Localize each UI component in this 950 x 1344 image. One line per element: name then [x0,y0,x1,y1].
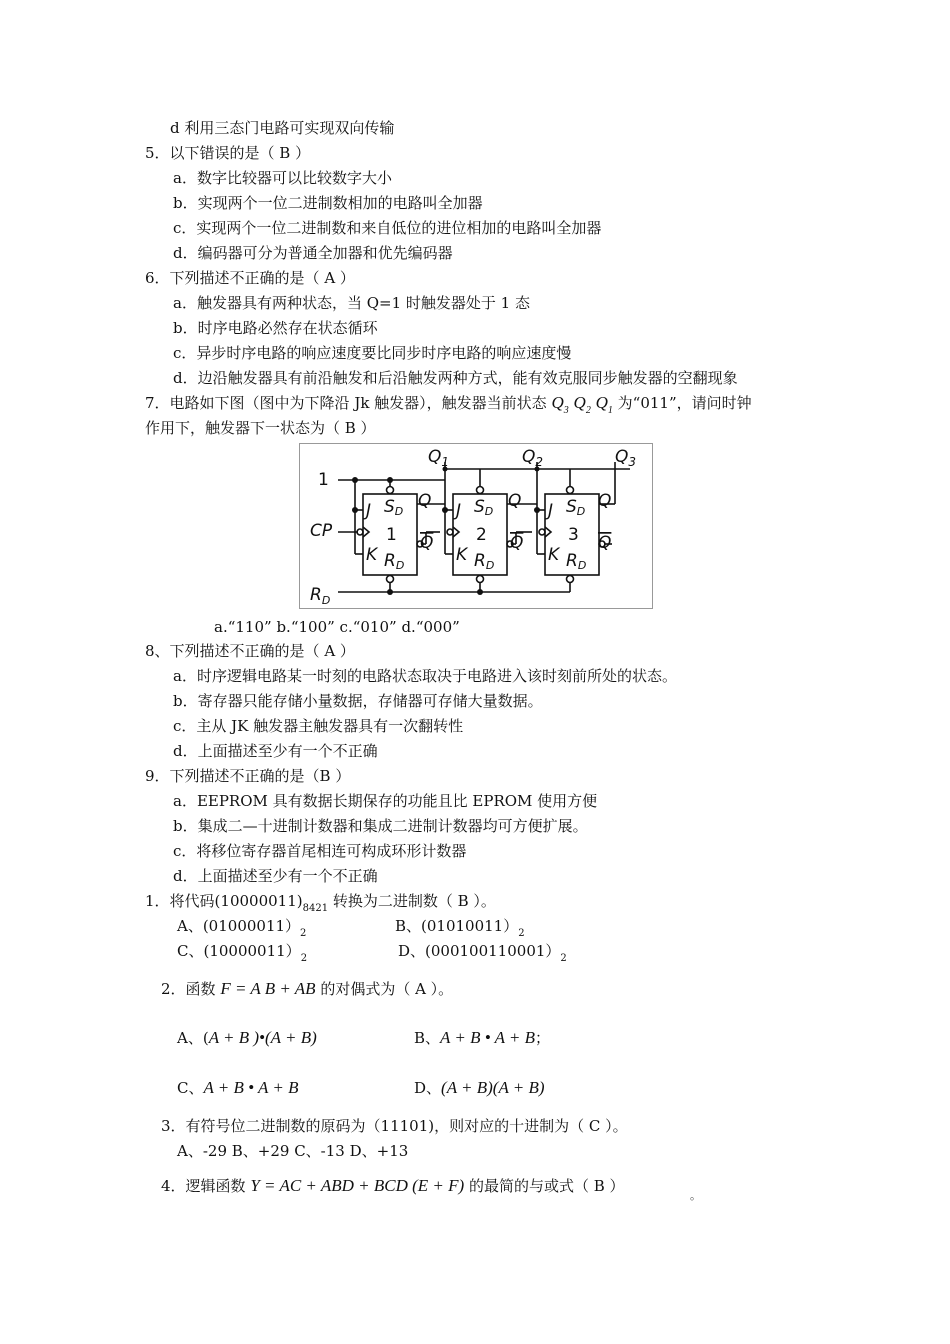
q8-option-d: d．上面描述至少有一个不正确 [173,742,378,760]
q7-stem-line1 [145,393,752,421]
q7-state-q2: $Q_2$ [573,393,591,416]
q7-options: a.“110” b.“100” c.“010” d.“000” [214,618,460,636]
ff2-q-pin: Q [508,491,522,511]
junction-dot [442,507,448,513]
ff3-k-pin: K [548,545,560,565]
ff3-rd-bubble [567,576,574,583]
ff3-j-pin: J [548,501,554,521]
q6-stem: 6．下列描述不正确的是（ A ） [145,269,355,287]
input-one-label: 1 [318,470,329,490]
q7-stem-a: 7．电路如下图（图中为下降沿 Jk 触发器），触发器当前状态 [145,394,547,412]
ff1-number: 1 [386,525,397,545]
ff1-q-pin: Q [418,491,432,511]
ff2-k-pin: K [456,545,468,565]
p2-option-a: A、(A + B )•(A + B) [177,1028,317,1047]
input-rd-label: $R_D$ [310,585,331,607]
p2-option-b: B、A + B • A + B； [414,1028,551,1047]
p4-stem: 4．逻辑函数 Y = AC + ABD + BCD (E + F) 的最简的与或式（ B ） [161,1176,625,1195]
q7-stem-b: 为“011”，请问时钟 [617,394,752,412]
ff2-qbar-pin: Q [510,533,524,553]
ff2-clk-bubble [447,529,453,535]
q9-option-d: d．上面描述至少有一个不正确 [173,867,378,885]
p2-stem: 2．函数 F = A B + AB 的对偶式为（ A ）。 [161,979,454,998]
ff3-qbar-pin: Q [598,533,612,553]
q6-option-a: a．触发器具有两种状态，当 Q=1 时触发器处于 1 态 [173,294,530,312]
q7-state-q1: $Q_1$ [595,393,613,416]
ff3-rd-pin: RD [566,551,587,572]
ff3-clk-bubble [539,529,545,535]
ff3-number: 3 [568,525,579,545]
ff1-j-pin: J [366,501,372,521]
q5-option-c: c．实现两个一位二进制数和来自低位的进位相加的电路叫全加器 [173,219,602,237]
q5-option-d: d．编码器可分为普通全加器和优先编码器 [173,244,453,262]
input-cp-label: CP [310,521,333,541]
p3-stem: 3．有符号位二进制数的原码为（11101)，则对应的十进制为（ C ）。 [161,1117,628,1135]
p3-options: A、-29 B、+29 C、-13 D、+13 [177,1142,409,1160]
output-q3-label: $Q_3$ [615,447,637,469]
output-q1-label: $Q_1$ [428,447,450,469]
q8-option-a: a．时序逻辑电路某一时刻的电路状态取决于电路进入该时刻前所处的状态。 [173,667,677,685]
ff1-rd-pin: RD [384,551,405,572]
q8-stem: 8、下列描述不正确的是（ A ） [145,642,355,660]
ff3-sd-pin: SD [566,497,586,518]
q7-state-q3: $Q_3$ [551,393,569,416]
q6-option-c: c．异步时序电路的响应速度要比同步时序电路的响应速度慢 [173,344,572,362]
junction-dot [534,507,540,513]
ff2-rd-pin: RD [474,551,495,572]
ff1-rd-bubble [387,576,394,583]
q5-option-b: b．实现两个一位二进制数相加的电路叫全加器 [173,194,483,212]
p1-stem: 1．将代码$(10000011)_{8421}$ 转换为二进制数（ B ）。 [145,892,496,914]
q5-option-a: a．数字比较器可以比较数字大小 [173,169,392,187]
q5-stem: 5．以下错误的是（ B ） [145,144,311,162]
ff2-sd-pin: SD [474,497,494,518]
p4-tail: 。 [690,1189,701,1202]
p1-option-d: D、$(000100110001)_2$ [398,942,567,964]
p1-option-b: B、$(01010011)_2$ [395,917,525,939]
q6-option-d: d．边沿触发器具有前沿触发和后沿触发两种方式，能有效克服同步触发器的空翻现象 [173,369,738,387]
output-q2-label: $Q_2$ [522,447,544,469]
junction-dot [387,477,393,483]
q8-option-c: c．主从 JK 触发器主触发器具有一次翻转性 [173,717,464,735]
junction-dot [477,589,483,595]
ff2-rd-bubble [477,576,484,583]
circuit-svg [300,444,652,608]
ff2-sd-bubble [477,487,484,494]
junction-dot [352,507,358,513]
junction-dot [387,589,393,595]
ff2-j-pin: J [456,501,462,521]
jk-flipflop-circuit-diagram [299,443,653,609]
ff1-sd-pin: SD [384,497,404,518]
q7-stem-line2: 作用下，触发器下一状态为（ B ） [145,419,376,437]
q9-option-a: a．EEPROM 具有数据长期保存的功能且比 EPROM 使用方便 [173,792,598,810]
p1-option-a: A、$(01000011)_2$ [177,917,307,939]
p2-option-d: D、(A + B)(A + B) [414,1078,545,1097]
p2-function: F = A B + AB [220,979,316,998]
ff1-k-pin: K [366,545,378,565]
ff1-sd-bubble [387,487,394,494]
ff1-qbar-pin: Q [420,533,434,553]
ff3-q-pin: Q [598,491,612,511]
q6-option-b: b．时序电路必然存在状态循环 [173,319,378,337]
q8-option-b: b．寄存器只能存储小量数据，存储器可存储大量数据。 [173,692,543,710]
ff3-sd-bubble [567,487,574,494]
q4-option-d: d 利用三态门电路可实现双向传输 [170,119,395,137]
q9-option-c: c．将移位寄存器首尾相连可构成环形计数器 [173,842,467,860]
ff2-number: 2 [476,525,487,545]
q9-option-b: b．集成二—十进制计数器和集成二进制计数器均可方便扩展。 [173,817,588,835]
p2-option-c: C、A + B • A + B [177,1078,299,1097]
q9-stem: 9．下列描述不正确的是（B ） [145,767,351,785]
p4-function: Y = AC + ABD + BCD (E + F) [250,1176,465,1195]
p1-option-c: C、$(10000011)_2$ [177,942,308,964]
junction-dot [352,477,358,483]
